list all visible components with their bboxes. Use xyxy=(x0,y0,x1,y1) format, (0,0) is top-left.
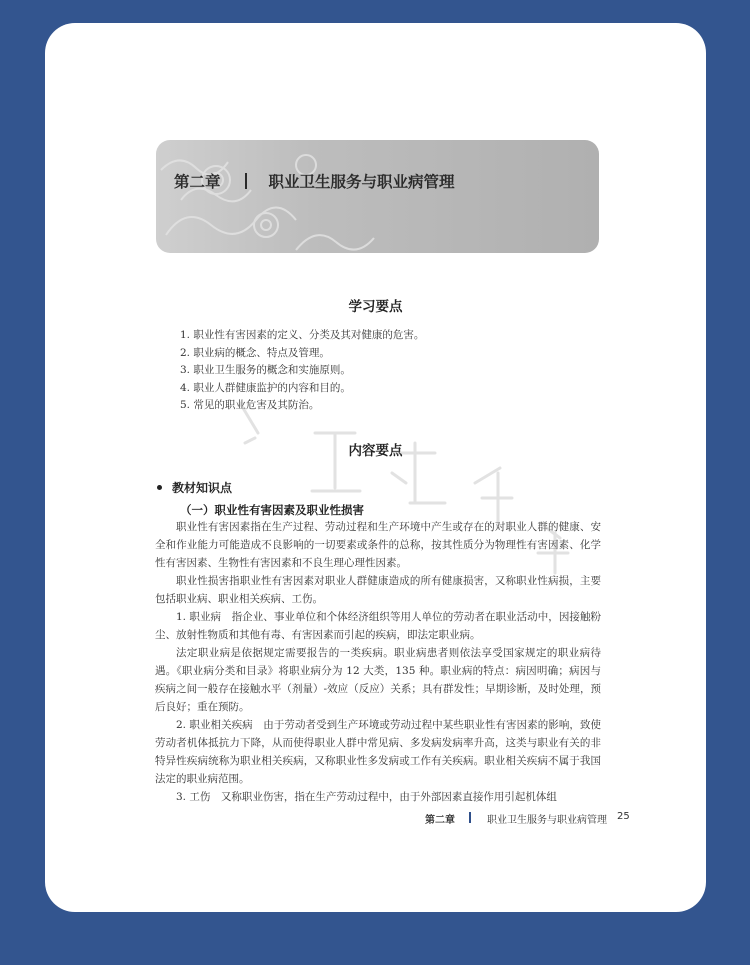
content-heading: 内容要点 xyxy=(348,443,403,459)
paragraph: 1. 职业病 指企业、事业单位和个体经济组织等用人单位的劳动者在职业活动中，因接触粉尘、放射性物质和其他有毒、有害因素而引起的疾病，即法定职业病。 xyxy=(155,611,601,641)
objectives-list xyxy=(180,327,424,415)
paragraph: 2. 职业相关疾病 由于劳动者受到生产环境或劳动过程中某些职业性有害因素的影响，致使劳动者机体抵抗力下降，从而使得职业人群中常见病、多发病发病率升高，这类与职业有关的非特异性疾病统称为职业相关疾病，又称职业性多发病或工作有关疾病。职业相关疾病不属于我国法定的职业病范围。 xyxy=(155,719,601,785)
chapter-heading xyxy=(174,170,455,192)
list-item: 5. 常见的职业危害及其防治。 xyxy=(180,399,320,411)
paragraph: 职业性有害因素指在生产过程、劳动过程和生产环境中产生或存在的对职业人群的健康、安全和作业能力可能造成不良影响的一切要素或条件的总称，按其性质分为物理性有害因素、化学性有害因素、生物性有害因素和不良生理心理性因素。 xyxy=(155,521,601,569)
list-item: 4. 职业人群健康监护的内容和目的。 xyxy=(180,381,351,394)
book-page xyxy=(45,23,706,912)
list-item: 1. 职业性有害因素的定义、分类及其对健康的危害。 xyxy=(180,329,425,341)
footer-separator xyxy=(469,812,471,823)
section-heading xyxy=(157,479,232,496)
paragraph: 3. 工伤 又称职业伤害，指在生产劳动过程中，由于外部因素直接作用引起机体组 xyxy=(176,791,557,803)
chapter-banner xyxy=(156,140,599,253)
subsection-heading: （一）职业性有害因素及职业性损害 xyxy=(180,503,364,517)
list-item: 3. 职业卫生服务的概念和实施原则。 xyxy=(180,364,351,376)
chapter-number: 第二章 xyxy=(174,173,221,191)
footer-chapter: 第二章 xyxy=(425,815,455,826)
cloud-pattern-decoration xyxy=(156,140,599,253)
paragraph: 职业性损害指职业性有害因素对职业人群健康造成的所有健康损害，又称职业性病损，主要包括职业病、职业相关疾病、工伤。 xyxy=(155,575,601,605)
heading-separator xyxy=(245,173,247,189)
section-label: 教材知识点 xyxy=(172,481,233,495)
bullet-icon xyxy=(157,485,162,490)
chapter-title: 职业卫生服务与职业病管理 xyxy=(268,173,455,191)
objectives-heading: 学习要点 xyxy=(348,299,403,315)
page-footer xyxy=(45,811,706,827)
paragraph: 法定职业病是依据规定需要报告的一类疾病。职业病患者则依法享受国家规定的职业病待遇。《职业病分类和目录》将职业病分为 12 大类，135 种。职业病的特点：病因明确；病因与疾病之间一般存在接触水平（剂量）-效应（反应）关系；具有群发性；早期诊断，及时处理，预后良好；重在预防。 xyxy=(155,647,601,713)
body-text xyxy=(155,518,601,806)
page-number: 25 xyxy=(617,811,630,822)
footer-title: 职业卫生服务与职业病管理 xyxy=(487,815,607,826)
list-item: 2. 职业病的概念、特点及管理。 xyxy=(180,346,330,359)
